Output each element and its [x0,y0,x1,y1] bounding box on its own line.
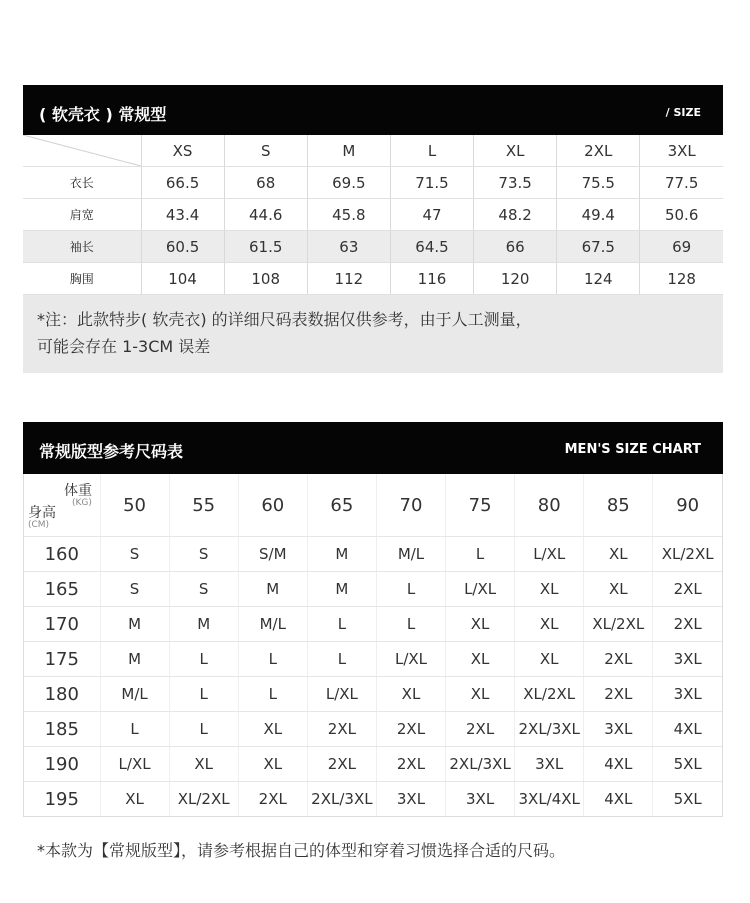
height-cell: 180 [24,677,100,712]
value-cell: 108 [224,263,307,295]
size-cell: L/XL [446,572,515,607]
value-cell: 67.5 [557,231,640,263]
size-cell: 2XL [584,642,653,677]
size-cell: XL [515,572,584,607]
height-label: 身高 [28,505,56,521]
value-cell: 77.5 [640,167,723,199]
size-cell: 3XL [653,677,722,712]
value-cell: 45.8 [307,199,390,231]
row-label: 肩宽 [23,199,141,231]
value-cell: 44.6 [224,199,307,231]
value-cell: 71.5 [390,167,473,199]
weight-header-cell: 75 [446,474,515,537]
value-cell: 61.5 [224,231,307,263]
size-cell: 2XL [238,782,307,817]
value-cell: 75.5 [557,167,640,199]
size-cell: 2XL [653,607,722,642]
height-weight-table [24,474,722,816]
measurement-note [23,295,723,373]
size-cell: XL/2XL [515,677,584,712]
weight-header-cell: 70 [376,474,445,537]
corner-cell [24,474,100,537]
size-cell: M/L [238,607,307,642]
size-cell: 2XL [584,677,653,712]
size-header-cell: XS [141,135,224,167]
value-cell: 73.5 [474,167,557,199]
softshell-title: ( 软壳衣 ) 常规型 [39,105,167,124]
size-cell: M/L [376,537,445,572]
size-cell: XL [238,747,307,782]
height-unit: (CM) [28,520,50,530]
weight-header-cell: 60 [238,474,307,537]
row-label: 胸围 [23,263,141,295]
value-cell: 66.5 [141,167,224,199]
weight-header-cell: 85 [584,474,653,537]
height-row [24,537,722,572]
size-cell: 3XL [446,782,515,817]
size-cell: 3XL [376,782,445,817]
size-cell: L/XL [307,677,376,712]
size-chart-tag: MEN'S SIZE CHART [564,442,701,457]
size-cell: 3XL [653,642,722,677]
value-cell: 63 [307,231,390,263]
size-cell: M [307,572,376,607]
size-header-cell: S [224,135,307,167]
size-cell: L [446,537,515,572]
size-cell: XL [446,677,515,712]
size-cell: M [169,607,238,642]
height-cell: 170 [24,607,100,642]
size-header-row [23,135,723,167]
height-cell: 165 [24,572,100,607]
value-cell: 69.5 [307,167,390,199]
value-cell: 124 [557,263,640,295]
size-cell: L [169,642,238,677]
size-cell: 2XL/3XL [515,712,584,747]
corner-cell [23,135,141,167]
size-cell: 4XL [653,712,722,747]
size-cell: XL/2XL [584,607,653,642]
value-cell: 104 [141,263,224,295]
value-cell: 43.4 [141,199,224,231]
row-label: 衣长 [23,167,141,199]
size-cell: L/XL [515,537,584,572]
size-cell: XL/2XL [653,537,722,572]
softshell-header-bar [23,85,723,135]
diagonal-line-icon [23,135,141,166]
size-cell: 2XL/3XL [307,782,376,817]
value-cell: 120 [474,263,557,295]
size-cell: L [238,677,307,712]
size-cell: XL [376,677,445,712]
value-cell: 112 [307,263,390,295]
size-chart-header-bar [23,422,723,474]
value-cell: 128 [640,263,723,295]
note-line: 可能会存在 1-3CM 误差 [37,337,211,356]
height-cell: 160 [24,537,100,572]
measurement-row [23,199,723,231]
size-header-cell: 2XL [557,135,640,167]
size-header-cell: M [307,135,390,167]
size-cell: 5XL [653,747,722,782]
size-cell: L [238,642,307,677]
size-cell: 3XL [584,712,653,747]
weight-header-cell: 50 [100,474,169,537]
size-chart-grid [23,474,723,817]
size-cell: 3XL [515,747,584,782]
size-cell: M/L [100,677,169,712]
size-header-cell: L [390,135,473,167]
height-cell: 190 [24,747,100,782]
size-cell: 2XL [376,712,445,747]
size-cell: S/M [238,537,307,572]
size-cell: XL [100,782,169,817]
size-cell: 2XL [307,747,376,782]
height-row [24,572,722,607]
size-cell: M [307,537,376,572]
mens-size-chart-section [23,422,723,817]
weight-unit: (KG) [72,498,92,508]
size-cell: L/XL [100,747,169,782]
size-cell: XL [446,642,515,677]
measurement-row [23,231,723,263]
height-row [24,607,722,642]
height-cell: 185 [24,712,100,747]
measurement-row [23,167,723,199]
size-cell: 4XL [584,782,653,817]
size-cell: XL [169,747,238,782]
weight-header-cell: 90 [653,474,722,537]
height-cell: 195 [24,782,100,817]
size-tag: / SIZE [665,106,701,119]
size-cell: XL [446,607,515,642]
height-row [24,747,722,782]
size-cell: S [169,572,238,607]
value-cell: 68 [224,167,307,199]
size-cell: M [238,572,307,607]
height-row [24,782,722,817]
size-cell: S [100,537,169,572]
size-cell: M [100,607,169,642]
size-cell: L/XL [376,642,445,677]
height-row [24,677,722,712]
value-cell: 116 [390,263,473,295]
size-cell: XL [584,537,653,572]
height-row [24,712,722,747]
value-cell: 66 [474,231,557,263]
measurement-row [23,263,723,295]
size-cell: XL [584,572,653,607]
note-line: *注：此款特步( 软壳衣) 的详细尺码表数据仅供参考，由于人工测量， [37,310,532,329]
size-cell: XL [515,642,584,677]
height-row [24,642,722,677]
size-header-cell: XL [474,135,557,167]
size-cell: L [100,712,169,747]
size-cell: L [376,572,445,607]
row-label: 袖长 [23,231,141,263]
weight-header-cell: 55 [169,474,238,537]
size-cell: 4XL [584,747,653,782]
size-cell: 3XL/4XL [515,782,584,817]
size-cell: S [169,537,238,572]
weight-header-row [24,474,722,537]
size-cell: L [307,607,376,642]
size-chart-title: 常规版型参考尺码表 [39,442,184,461]
value-cell: 69 [640,231,723,263]
value-cell: 49.4 [557,199,640,231]
size-cell: L [169,712,238,747]
size-cell: XL/2XL [169,782,238,817]
size-cell: M [100,642,169,677]
size-cell: 2XL [653,572,722,607]
size-cell: 2XL [446,712,515,747]
size-cell: XL [515,607,584,642]
size-header-cell: 3XL [640,135,723,167]
size-cell: 2XL/3XL [446,747,515,782]
size-cell: L [376,607,445,642]
size-cell: 2XL [376,747,445,782]
size-cell: L [169,677,238,712]
size-cell: 5XL [673,790,702,808]
value-cell: 47 [390,199,473,231]
size-cell: S [100,572,169,607]
weight-label: 体重 [64,483,92,499]
softshell-size-section [23,85,723,373]
size-cell: XL [238,712,307,747]
weight-header-cell: 80 [515,474,584,537]
value-cell: 60.5 [141,231,224,263]
size-cell: L [307,642,376,677]
size-cell: 2XL [307,712,376,747]
value-cell: 48.2 [474,199,557,231]
fit-note: *本款为【常规版型】，请参考根据自己的体型和穿着习惯选择合适的尺码。 [37,841,566,860]
softshell-size-table [23,135,723,295]
value-cell: 64.5 [390,231,473,263]
value-cell: 50.6 [640,199,723,231]
weight-header-cell: 65 [307,474,376,537]
height-cell: 175 [24,642,100,677]
